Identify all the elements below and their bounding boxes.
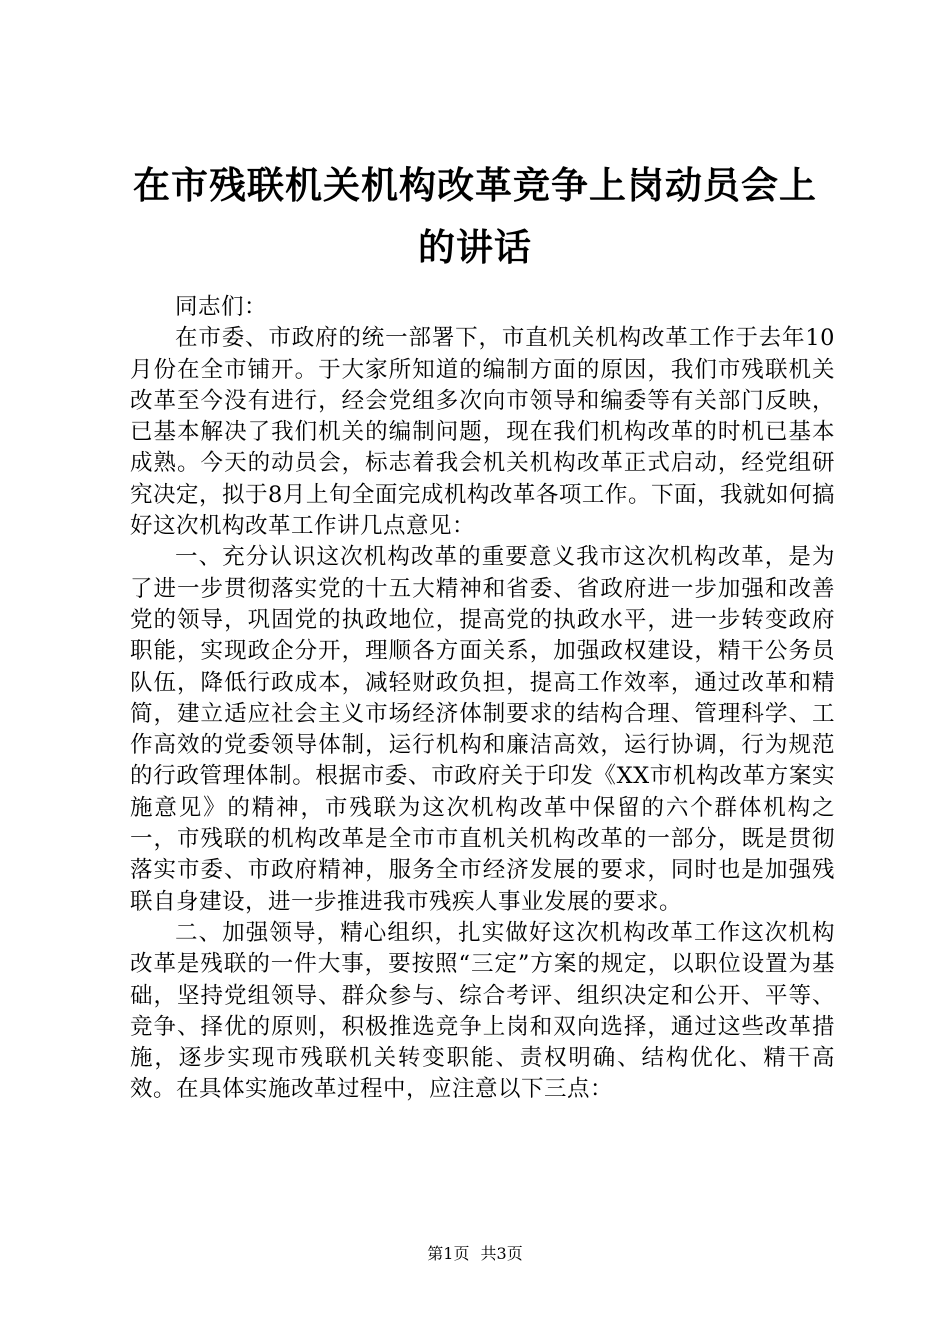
paragraph-section-2: 二、加强领导，精心组织，扎实做好这次机构改革工作这次机构改革是残联的一件大事，要按照“三定”方案的规定，以职位设置为基础，坚持党组领导、群众参与、综合考评、组织决定和公开、平等、竞争、择优的原则，积极推选竞争上岗和双向选择，通过这些改革措施，逐步实现市残联机关转变职能、责权明确、结构优化、精干高效。在具体实施改革过程中，应注意以下三点： — [130, 919, 835, 1103]
page-number: 第1页 — [427, 1244, 470, 1263]
page-footer — [0, 1244, 950, 1264]
paragraph-intro: 在市委、市政府的统一部署下，市直机关机构改革工作于去年10月份在全市铺开。于大家所知道的编制方面的原因，我们市残联机关改革至今没有进行，经会党组多次向市领导和编委等有关部门反映，已基本解决了我们机关的编制问题，现在我们机构改革的时机已基本成熟。今天的动员会，标志着我会机关机构改革正式启动，经党组研究决定，拟于8月上旬全面完成机构改革各项工作。下面，我就如何搞好这次机构改革工作讲几点意见： — [130, 325, 835, 540]
document-title: 在市残联机关机构改革竞争上岗动员会上的讲话 — [133, 163, 817, 269]
salutation: 同志们： — [175, 294, 268, 320]
paragraph-section-1: 一、充分认识这次机构改革的重要意义我市这次机构改革，是为了进一步贯彻落实党的十五大精神和省委、省政府进一步加强和改善党的领导，巩固党的执政地位，提高党的执政水平，进一步转变政府职能，实现政企分开，理顺各方面关系，加强政权建设，精干公务员队伍，降低行政成本，减轻财政负担，提高工作效率，通过改革和精简，建立适应社会主义市场经济体制要求的结构合理、管理科学、工作高效的党委领导体制，运行机构和廉洁高效，运行协调，行为规范的行政管理体制。根据市委、市政府关于印发《XX市机构改革方案实施意见》的精神，市残联为这次机构改革中保留的六个群体机构之一，市残联的机构改革是全市市直机关机构改革的一部分，既是贯彻落实市委、市政府精神，服务全市经济发展的要求，同时也是加强残联自身建设，进一步推进我市残疾人事业发展的要求。 — [130, 544, 835, 915]
document-body — [130, 292, 835, 1106]
page-total: 共3页 — [480, 1244, 523, 1263]
